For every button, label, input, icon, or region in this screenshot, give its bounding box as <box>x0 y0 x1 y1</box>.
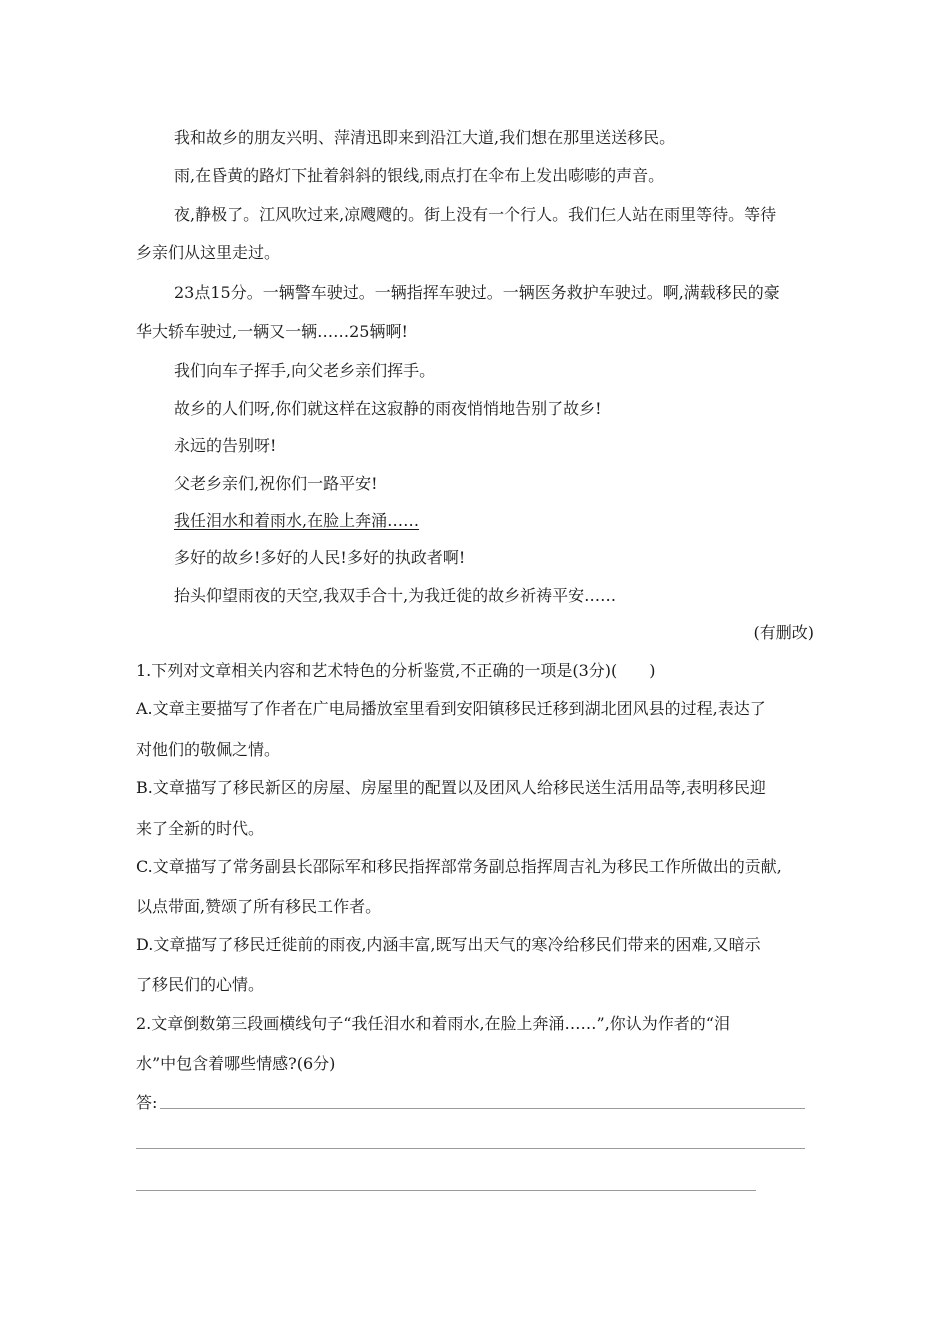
passage-line: 雨,在昏黄的路灯下扯着斜斜的银线,雨点打在伞布上发出嘭嘭的声音。 <box>174 166 665 185</box>
option-c-cont: 以点带面,赞颂了所有移民工作者。 <box>136 897 382 916</box>
passage-line: 华大轿车驶过,一辆又一辆……25辆啊! <box>136 322 408 341</box>
answer-label: 答: <box>136 1093 158 1112</box>
question-2-stem-cont: 水”中包含着哪些情感?(6分) <box>136 1054 336 1073</box>
passage-line: 抬头仰望雨夜的天空,我双手合十,为我迁徙的故乡祈祷平安…… <box>174 586 617 605</box>
option-d-cont: 了移民们的心情。 <box>136 975 265 994</box>
passage-line: 夜,静极了。江风吹过来,凉飕飕的。街上没有一个行人。我们仨人站在雨里等待。等待 <box>174 205 777 224</box>
option-a-cont: 对他们的敬佩之情。 <box>136 740 281 759</box>
option-b: B.文章描写了移民新区的房屋、房屋里的配置以及团风人给移民送生活用品等,表明移民迎 <box>136 778 766 797</box>
passage-line: 故乡的人们呀,你们就这样在这寂静的雨夜悄悄地告别了故乡! <box>174 399 602 418</box>
answer-line-1[interactable] <box>160 1108 805 1109</box>
passage-line: 我们向车子挥手,向父老乡亲们挥手。 <box>174 361 436 380</box>
underlined-sentence: 我任泪水和着雨水,在脸上奔涌…… <box>174 511 420 530</box>
passage-line: 多好的故乡!多好的人民!多好的执政者啊! <box>174 548 466 567</box>
option-b-cont: 来了全新的时代。 <box>136 819 265 838</box>
passage-line: 23点15分。一辆警车驶过。一辆指挥车驶过。一辆医务救护车驶过。啊,满载移民的豪 <box>174 283 780 302</box>
source-note: (有删改) <box>753 623 814 642</box>
passage-line: 父老乡亲们,祝你们一路平安! <box>174 474 378 493</box>
question-2-stem: 2.文章倒数第三段画横线句子“我任泪水和着雨水,在脸上奔涌……”,你认为作者的“泪 <box>136 1014 730 1033</box>
passage-line: 永远的告别呀! <box>174 436 277 455</box>
passage-line: 乡亲们从这里走过。 <box>136 243 281 262</box>
option-a: A.文章主要描写了作者在广电局播放室里看到安阳镇移民迁移到湖北团风县的过程,表达了 <box>136 699 766 718</box>
passage-line: 我和故乡的朋友兴明、萍清迅即来到沿江大道,我们想在那里送送移民。 <box>174 128 676 147</box>
option-c: C.文章描写了常务副县长邵际军和移民指挥部常务副总指挥周吉礼为移民工作所做出的贡献, <box>136 857 782 876</box>
question-1-stem: 1.下列对文章相关内容和艺术特色的分析鉴赏,不正确的一项是(3分)( ) <box>136 661 656 680</box>
option-d: D.文章描写了移民迁徙前的雨夜,内涵丰富,既写出天气的寒冷给移民们带来的困难,又暗示 <box>136 935 761 954</box>
answer-line-3[interactable] <box>136 1190 756 1191</box>
answer-line-2[interactable] <box>136 1148 805 1149</box>
